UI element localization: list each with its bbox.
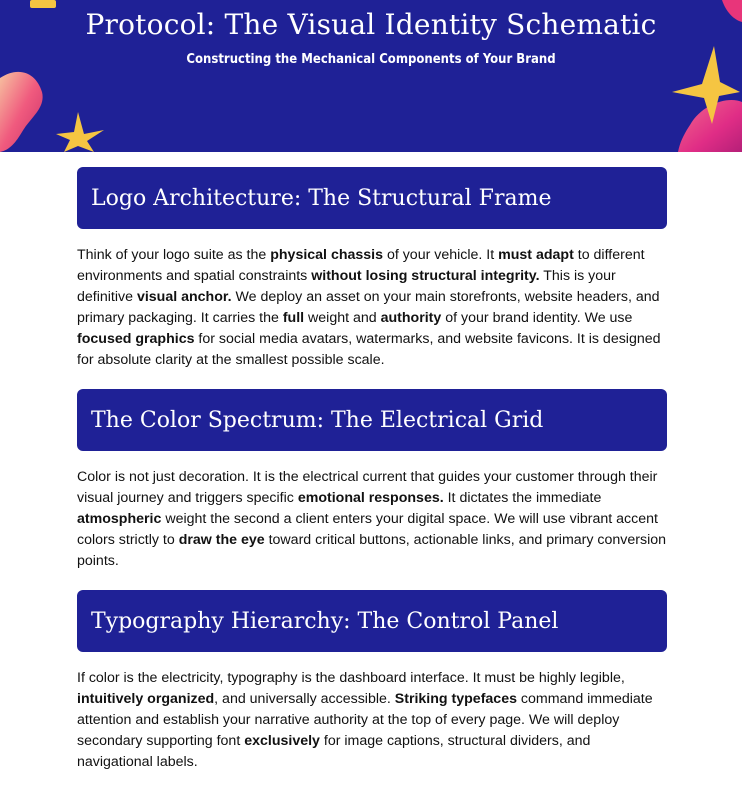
left-pink-blob xyxy=(0,72,43,152)
section-heading: Logo Architecture: The Structural Frame xyxy=(77,167,667,229)
section-paragraph xyxy=(77,245,667,371)
hero-banner xyxy=(0,0,742,152)
page-title: Protocol: The Visual Identity Schematic xyxy=(85,8,657,41)
page-subtitle: Constructing the Mechanical Components of Your Brand xyxy=(186,52,556,67)
body-text: This is your definitive xyxy=(77,268,616,305)
body-text: of your brand identity. We use xyxy=(441,310,633,326)
section-logo-architecture xyxy=(77,167,667,371)
left-yellow-star xyxy=(56,112,104,152)
body-text: of your vehicle. It xyxy=(383,247,499,263)
section-heading: The Color Spectrum: The Electrical Grid xyxy=(77,389,667,451)
emphasis-text: authority xyxy=(380,310,442,326)
emphasis-text: Striking typefaces xyxy=(394,691,517,707)
body-text: If color is the electricity, typography is the dashboard interface. It must be highly legible, xyxy=(77,670,625,686)
body-text: , and universally accessible. xyxy=(214,691,395,707)
emphasis-text: intuitively organized xyxy=(77,691,215,707)
main-content xyxy=(77,167,667,791)
emphasis-text: visual anchor. xyxy=(136,289,232,305)
section-color-spectrum xyxy=(77,389,667,572)
section-paragraph xyxy=(77,668,667,773)
section-paragraph xyxy=(77,467,667,572)
emphasis-text: draw the eye xyxy=(178,532,265,548)
emphasis-text: focused graphics xyxy=(77,331,195,347)
body-text: Color is not just decoration. It is the electrical current that guides your customer through their visual journey and triggers specific xyxy=(77,469,658,506)
top-left-yellow-shape xyxy=(30,0,56,8)
emphasis-text: must adapt xyxy=(498,247,574,263)
body-text: weight and xyxy=(304,310,381,326)
body-text: It dictates the immediate xyxy=(443,490,602,506)
body-text: We deploy an asset on your main storefronts, website headers, and primary packaging. It carries the xyxy=(77,289,660,326)
emphasis-text: atmospheric xyxy=(77,511,162,527)
emphasis-text: physical chassis xyxy=(270,247,383,263)
body-text: to different environments and spatial constraints xyxy=(77,247,645,284)
body-text: toward critical buttons, actionable links, and primary conversion points. xyxy=(77,532,667,569)
emphasis-text: exclusively xyxy=(244,733,320,749)
body-text: command immediate attention and establish your narrative authority at the top of every page. We will deploy secondary supporting font xyxy=(77,691,653,749)
section-heading: Typography Hierarchy: The Control Panel xyxy=(77,590,667,652)
emphasis-text: without losing structural integrity. xyxy=(311,268,540,284)
body-text: weight the second a client enters your digital space. We will use vibrant accent colors strictly to xyxy=(77,511,658,548)
body-text: for image captions, structural dividers, and navigational labels. xyxy=(77,733,591,770)
emphasis-text: emotional responses. xyxy=(297,490,444,506)
body-text: for social media avatars, watermarks, and website favicons. It is designed for absolute clarity at the smallest possible scale. xyxy=(77,331,661,368)
body-text: Think of your logo suite as the xyxy=(77,247,271,263)
emphasis-text: full xyxy=(282,310,305,326)
section-typography-hierarchy xyxy=(77,590,667,773)
